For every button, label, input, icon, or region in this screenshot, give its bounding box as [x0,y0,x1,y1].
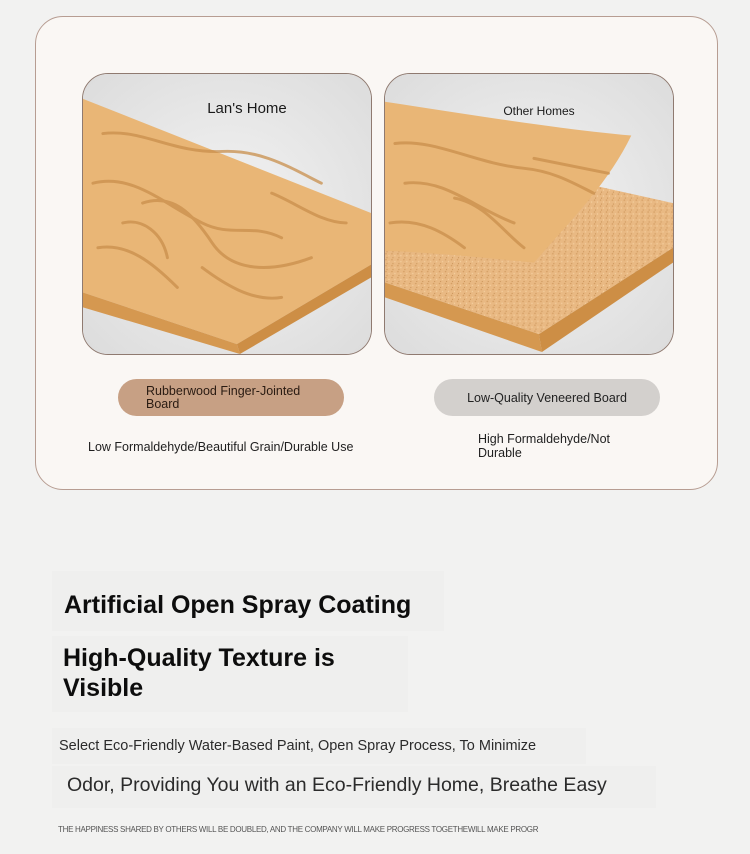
comparison-card [35,16,718,490]
veneer-board-panel [384,73,674,355]
headline-secondary: High-Quality Texture is Visible [63,644,335,702]
body-text-line: Odor, Providing You with an Eco-Friendly Home, Breathe Easy [67,774,607,796]
veneer-badge: Low-Quality Veneered Board [434,379,660,416]
solid-board-panel [82,73,372,355]
fineprint-slogan: THE HAPPINESS SHARED BY OTHERS WILL BE DOUBLED, AND THE COMPANY WILL MAKE PROGRESS TOGETHEWILL MAKE PROGR [58,825,539,834]
rubberwood-badge: Rubberwood Finger-Jointed Board [118,379,344,416]
rubberwood-description: Low Formaldehyde/Beautiful Grain/Durable Use [88,440,354,454]
headline-primary: Artificial Open Spray Coating [64,591,412,619]
veneer-description: High Formaldehyde/Not Durable [478,432,611,460]
panel-title: Other Homes [503,104,575,118]
body-text-line: Select Eco-Friendly Water-Based Paint, Open Spray Process, To Minimize [59,738,537,754]
panel-title: Lan's Home [207,100,287,117]
